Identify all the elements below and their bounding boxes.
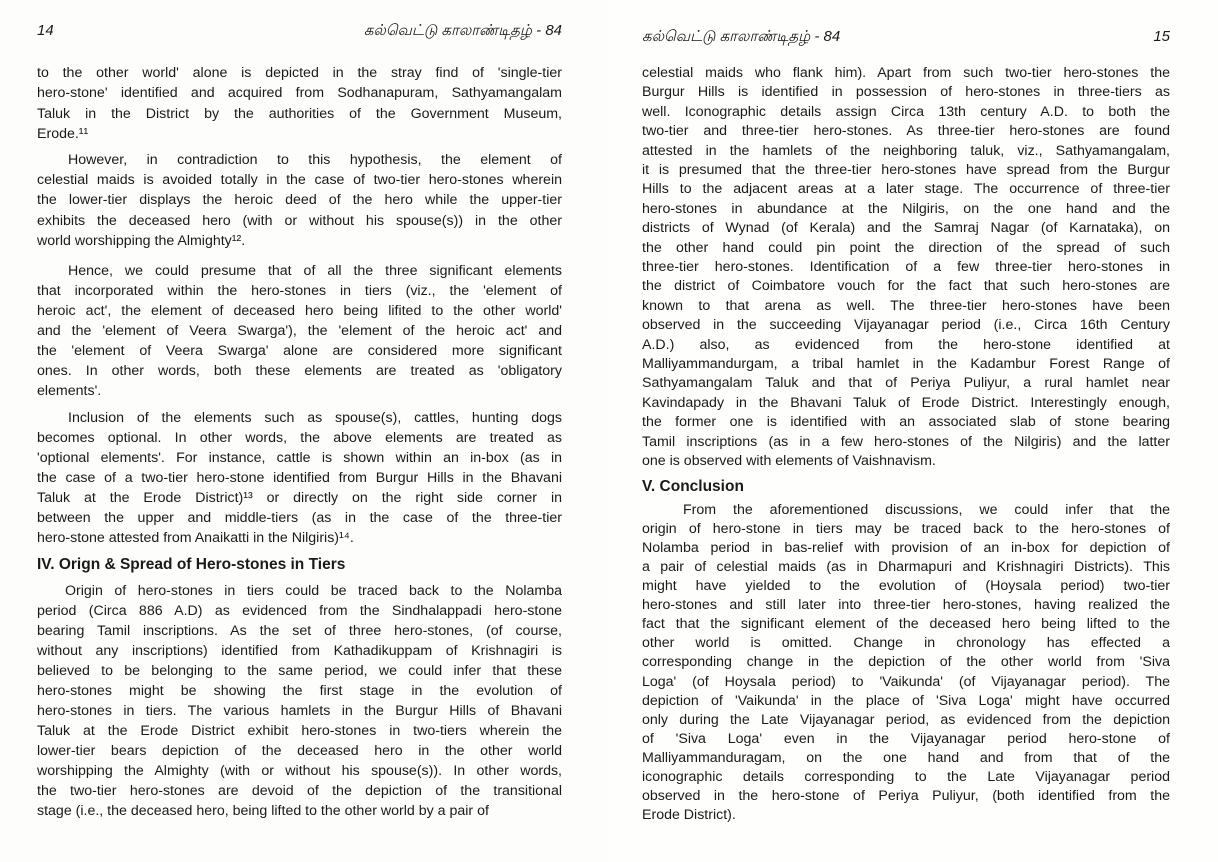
text-line: Erode District). [642,806,736,823]
text-line: Sathyamangalam Taluk and that of Periya Puliyur, a rural hamlet near [642,375,1170,392]
text-line: known to that arena as well. The three-tier hero-stones have been [642,297,1170,314]
text-line: of 'Siva Loga' even in the Vijayanagar period hero-stone of [642,730,1170,747]
text-line: the 'element of Veera Swarga' alone are considered more significant [37,343,562,359]
text-line: might have yielded to the evolution of (Hoysala period) two-tier [642,578,1170,595]
text-line: observed in the succeeding Vijayanagar period (i.e., Circa 16th Century [642,317,1170,334]
text-line: one is observed with elements of Vaishnavism. [642,453,936,469]
text-line: heroic act', the element of deceased hero being lifited to the other world' [37,303,562,319]
text-line: elements'. [37,383,102,399]
text-line: Erode.¹¹ [37,125,89,142]
text-line: the case of a two-tier hero-stone identified from Burgur Hills in the Bhavani [37,470,562,486]
text-line: two-tier and three-tier hero-stones. As three-tier hero-stones are found [642,123,1170,140]
text-line: believed to be belonging to the same period, we could infer that these [37,663,562,679]
text-line: iconographic details corresponding to the Late Vijayanagar period [642,768,1170,785]
text-line: well. Iconographic details assign Circa 13th century A.D. to both the [642,103,1170,120]
text-line: Taluk in the District by the authorities of the Government Museum, [37,105,562,122]
page-number: 14 [37,22,54,39]
text-line: Origin of hero-stones in tiers could be traced back to the Nolamba [65,583,562,599]
text-line: hero-stone' identified and acquired from Sodhanapuram, Sathyamangalam [37,85,562,102]
text-line: Hills to the adjacent areas at a later stage. The occurrence of three-tier [642,181,1170,198]
section-heading: IV. Orign & Spread of Hero-stones in Tiers [37,556,346,573]
text-line: the district of Coimbatore vouch for the fact that such hero-stones are [642,278,1170,295]
text-line: Hence, we could presume that of all the three significant elements [68,263,562,279]
text-line: to the other world' alone is depicted in the stray find of 'single-tier [37,65,562,81]
text-line: hero-stones in tiers. The various hamlets in the Burgur Hills of Bhavani [37,703,562,719]
text-line: worshipping the Almighty (with or without his spouse(s)). In other words, [37,763,562,779]
text-line: Tamil inscriptions (as in a few hero-stones of the Nilgiris) and the latter [642,433,1170,450]
text-line: hero-stones in abundance at the Nilgiris, on the one hand and the [642,200,1170,217]
text-line: exhibits the deceased hero (with or without his spouse(s)) in the other [37,212,562,229]
text-line: that incorporated within the hero-stones in tiers (viz., the 'element of [37,283,562,299]
running-head: கல்வெட்டு காலாண்டிதழ் - 84 [642,28,841,45]
text-line: bearing Tamil inscriptions. As the set of three hero-stones, (of course, [37,623,562,639]
text-line: the lower-tier displays the heroic deed of the hero while the upper-tier [37,192,562,209]
text-line: and the 'element of Veera Swarga'), the 'element of the heroic act' and [37,323,562,339]
text-line: ones. In other words, both these elements are treated as 'obligatory [37,363,562,379]
text-line: Malliyammanduragam, on the one hand and from that of the [642,749,1170,766]
text-line: the two-tier hero-stones are devoid of the depiction of the transitional [37,783,562,799]
right-page [609,0,1218,862]
running-head: கல்வெட்டு காலாண்டிதழ் - 84 [363,22,562,39]
text-line: Burgur Hills is identified in possession of hero-stones in three-tiers as [642,84,1170,101]
text-line: a pair of celestial maids (as in Dharmapuri and Krishnagiri Districts). This [642,559,1170,576]
text-line: Malliyammandurgam, a tribal hamlet in the Kadambur Forest Range of [642,356,1170,372]
text-line: origin of hero-stone in tiers may be traced back to the hero-stones of [642,521,1170,538]
text-line: between the upper and middle-tiers (as in the case of the three-tier [37,510,562,526]
text-line: Taluk at the Erode District)¹³ or directly on the right side corner in [37,490,562,506]
text-line: observed in the hero-stone of Periya Puliyur, (both identified from the [642,787,1170,804]
text-line: stage (i.e., the deceased hero, being lifted to the other world by a pair of [37,803,489,819]
text-line: Loga' (of Hoysala period) to 'Vaikunda' (of Vijayanagar period). The [642,673,1170,690]
text-line: the other hand could pin point the direction of the spread of such [642,239,1170,256]
text-line: From the aforementioned discussions, we could infer that the [683,502,1170,518]
text-line: hero-stones and still later into three-tier hero-stones, having realized the [642,597,1170,614]
text-line: hero-stone attested from Anaikatti in the Nilgiris)¹⁴. [37,530,354,546]
text-line: world worshipping the Almighty¹². [37,232,246,249]
text-line: three-tier hero-stones. Identification of a few three-tier hero-stones in [642,259,1170,275]
page-number: 15 [1153,28,1170,45]
text-line: Nolamba period in bas-relief with provision of an in-box for depiction of [642,540,1170,557]
text-line: celestial maids who flank him). Apart from such two-tier hero-stones the [642,65,1170,81]
text-line: becomes optional. In other words, the above elements are treated as [37,430,562,446]
text-line: without any inscriptions) identified from Kathadikuppam of Krishnagiri is [37,643,562,659]
text-line: 'optional elements'. For instance, cattle is shown within an in-box (as in [37,450,562,466]
text-line: Taluk at the Erode District exhibit hero-stones in two-tiers wherein the [37,723,562,739]
text-line: depiction of 'Vaikunda' in the place of 'Siva Loga' might have occurred [642,692,1170,709]
text-line: However, in contradiction to this hypothesis, the element of [68,152,562,168]
section-heading: V. Conclusion [642,478,744,495]
text-line: period (Circa 886 A.D) as evidenced from the Sindhalappadi hero-stone [37,603,562,619]
text-line: hero-stones might be showing the first stage in the evolution of [37,683,562,699]
text-line: A.D.) also, as evidenced from the hero-stone identified at [642,336,1170,353]
text-line: fact that the significant element of the deceased hero being lifted to the [642,616,1170,633]
text-line: lower-tier bears depiction of the deceased hero in the other world [37,743,562,759]
text-line: other world is omitted. Change in chronology has effected a [642,635,1170,652]
text-line: corresponding change in the depiction of the other world from 'Siva [642,654,1170,671]
text-line: only during the Late Vijayanagar period, as evidenced from the depiction [642,711,1170,728]
text-line: it is presumed that the three-tier hero-stones have spread from the Burgur [642,162,1170,178]
text-line: attested in the hamlets of the neighboring taluk, viz., Sathyamangalam, [642,142,1170,159]
text-line: Inclusion of the elements such as spouse(s), cattles, hunting dogs [68,410,562,426]
text-line: celestial maids is avoided totally in the case of two-tier hero-stones wherein [37,172,562,189]
text-line: the former one is identified with an associated slab of stone bearing [642,414,1170,431]
text-line: districts of Wynad (of Kerala) and the Samraj Nagar (of Karnataka), on [642,220,1170,237]
text-line: Kavindapady in the Bhavani Taluk of Erode District. Interestingly enough, [642,394,1170,411]
